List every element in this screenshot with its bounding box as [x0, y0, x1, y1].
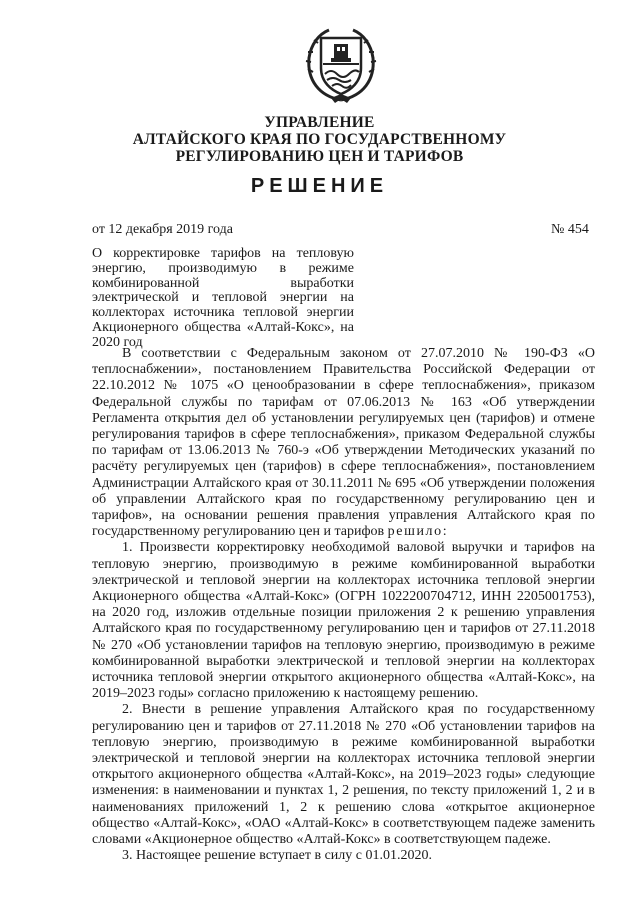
agency-name-line-1: УПРАВЛЕНИЕ — [264, 114, 375, 131]
resolved-word: решило: — [387, 524, 449, 540]
item-paragraph-1: 1. Произвести корректировку необходимой валовой выручки и тарифов на тепловую энергию, производимую в режиме комбинированной выработки электрической и тепловой энергии на коллекторах источника тепловой энергии Акционерного общества «Алтай-Кокс» (ОГРН 1022200704712, ИНН 2205001753), на 2020 год, изложив отдельные позиции приложения 2 к решению управления Алтайского края по государственному регулированию цен и тарифов от 27.11.2018 № 270 «Об установлении тарифов на тепловую энергию, производимую в режиме комбинированной выработки электрической и тепловой энергии на коллекторах источника тепловой энергии открытого акционерного общества «Алтай-Кокс», на 2019–2023 годы» согласно приложению к настоящему решению. — [92, 540, 595, 702]
preamble-paragraph — [92, 346, 595, 540]
coat-of-arms-icon — [301, 24, 381, 104]
document-number: № 454 — [551, 222, 589, 237]
preamble-text: В соответствии с Федеральным законом от 27.07.2010 № 190-ФЗ «О теплоснабжении», постановлением Правительства Российской Федерации от 22.10.2012 № 1075 «О ценообразовании в сфере теплоснабжения», приказом Федеральной службы по тарифам от 07.06.2013 № 163 «Об утверждении Регламента открытия дел об установлении регулируемых цен (тарифов) и отмене регулирования тарифов в сфере теплоснабжения», приказом Федеральной службы по тарифам от 13.06.2013 № 760-э «Об утверждении Методических указаний по расчёту регулируемых цен (тарифов) в сфере теплоснабжения», постановлением Администрации Алтайского края от 30.11.2011 № 695 «Об утверждении положения об управлении Алтайского края по государственному регулированию цен и тарифов», на основании решения правления управления Алтайского края по государственному регулированию цен и тарифов — [92, 346, 595, 540]
document-title: РЕШЕНИЕ — [250, 175, 389, 197]
document-date: от 12 декабря 2019 года — [92, 222, 233, 237]
agency-name-line-2: АЛТАЙСКОГО КРАЯ ПО ГОСУДАРСТВЕННОМУ — [132, 131, 507, 148]
document-body — [92, 346, 595, 865]
agency-name-line-3: РЕГУЛИРОВАНИЮ ЦЕН И ТАРИФОВ — [175, 148, 464, 165]
document-subject: О корректировке тарифов на тепловую энергию, производимую в режиме комбинированной выработки электрической и тепловой энергии на коллекторах источника тепловой энергии Акционерного общества «Алтай-Кокс», на 2020 год — [92, 246, 354, 350]
item-paragraph-2: 2. Внести в решение управления Алтайского края по государственному регулированию цен и тарифов от 27.11.2018 № 270 «Об установлении тарифов на тепловую энергию, производимую в режиме комбинированной выработки электрической и тепловой энергии на коллекторах источника тепловой энергии открытого акционерного общества «Алтай-Кокс», на 2019–2023 годы» следующие изменения: в наименовании и пунктах 1, 2 решения, по тексту приложений 1, 2 и в наименованиях приложений 1, 2 к решению слова «открытое акционерное общество «Алтай-Кокс», «ОАО «Алтай-Кокс» в соответствующем падеже заменить словами «Акционерное общество «Алтай-Кокс» в соответствующем падеже. — [92, 702, 595, 848]
item-paragraph-3: 3. Настоящее решение вступает в силу с 01.01.2020. — [122, 848, 432, 864]
